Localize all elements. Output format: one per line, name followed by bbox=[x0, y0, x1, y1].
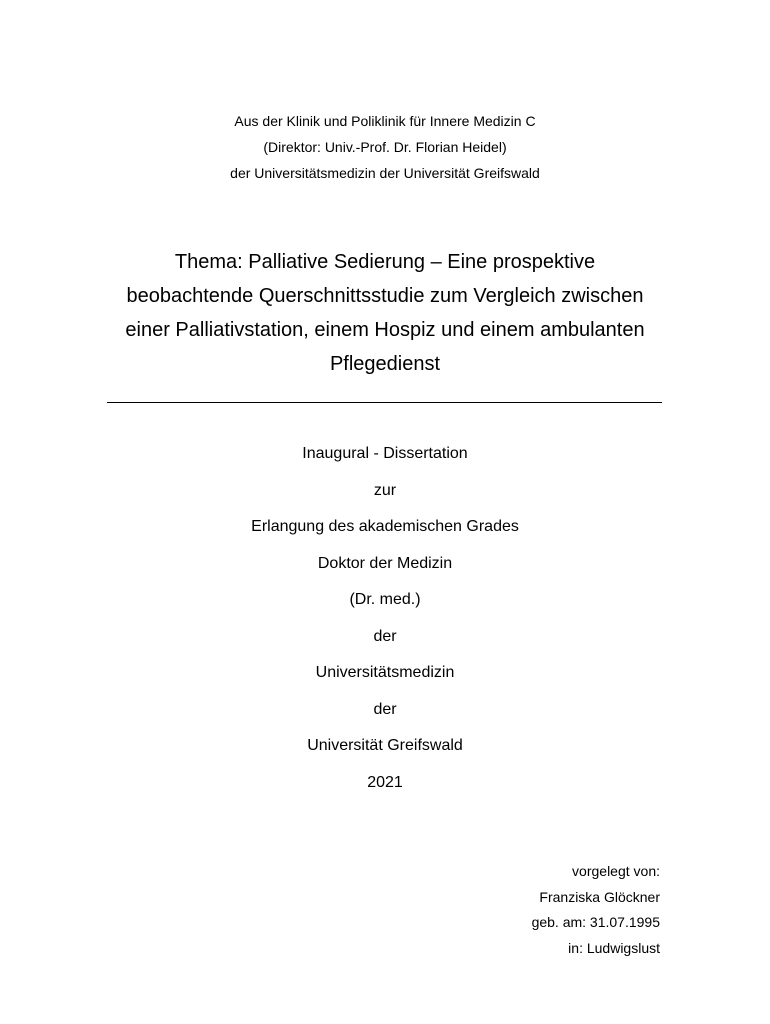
year: 2021 bbox=[367, 773, 403, 791]
degree-abbreviation: (Dr. med.) bbox=[349, 591, 421, 608]
degree-name: Doktor der Medizin bbox=[317, 554, 453, 572]
presented-by-label: vorgelegt von: bbox=[572, 863, 660, 879]
dissertation-block bbox=[0, 440, 770, 805]
title-divider bbox=[107, 402, 662, 403]
birth-place: in: Ludwigslust bbox=[568, 939, 660, 956]
submission-info bbox=[532, 858, 660, 960]
institution-header bbox=[0, 108, 770, 186]
author-name: Franziska Glöckner bbox=[539, 888, 660, 905]
birth-date: geb. am: 31.07.1995 bbox=[531, 914, 660, 930]
clinic-line: Aus der Klinik und Poliklinik für Innere Medizin C bbox=[234, 113, 536, 129]
thesis-title bbox=[80, 245, 690, 381]
dissertation-line: der bbox=[373, 700, 397, 718]
university-name: Universität Greifswald bbox=[307, 737, 463, 754]
title-line-1: Thema: Palliative Sedierung – Eine prospektive bbox=[174, 251, 596, 273]
dissertation-type: Inaugural - Dissertation bbox=[302, 445, 468, 462]
faculty-name: Universitätsmedizin bbox=[315, 664, 455, 681]
dissertation-line: der bbox=[373, 627, 397, 645]
director-line: (Direktor: Univ.-Prof. Dr. Florian Heidel) bbox=[263, 139, 507, 155]
university-line: der Universitätsmedizin der Universität Greifswald bbox=[230, 165, 540, 181]
title-line-2: beobachtende Querschnittsstudie zum Vergleich zwischen bbox=[126, 285, 644, 307]
title-line-3: einer Palliativstation, einem Hospiz und einem ambulanten bbox=[125, 319, 645, 341]
dissertation-line: zur bbox=[373, 481, 397, 499]
degree-purpose: Erlangung des akademischen Grades bbox=[251, 518, 519, 535]
title-line-4: Pflegedienst bbox=[329, 353, 441, 375]
